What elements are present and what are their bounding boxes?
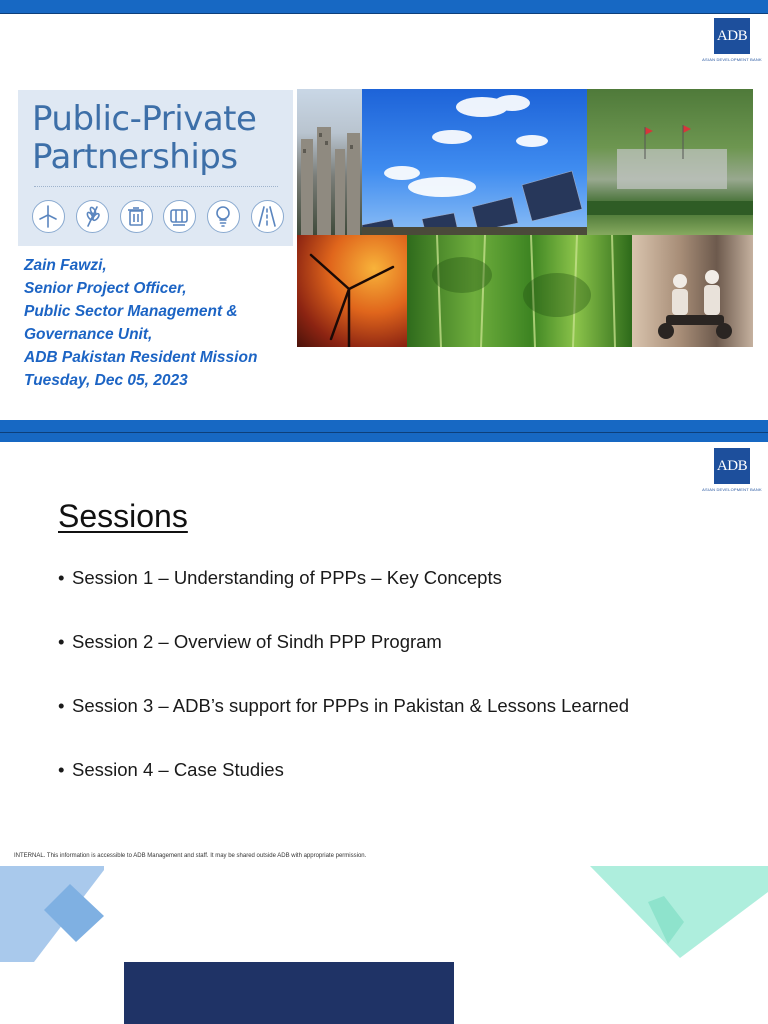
presenter-mission: ADB Pakistan Resident Mission (24, 349, 258, 366)
session-4-text: Session 4 – Case Studies (72, 759, 284, 780)
adb-logo-mark: ADB (714, 448, 750, 484)
road-icon (251, 200, 284, 233)
bullet: • (58, 759, 65, 780)
presenter-title: Senior Project Officer, (24, 280, 187, 297)
bullet: • (58, 567, 65, 588)
ppp-title-panel (18, 90, 293, 246)
adb-logo-mark: ADB (714, 18, 750, 54)
photo-city-gate (587, 89, 753, 235)
adb-logo (699, 18, 765, 62)
classification-note: INTERNAL. This information is accessible to ADB Management and staff. It may be shared outside ADB with appropriate permission. (14, 853, 367, 859)
rail-car-icon (163, 200, 196, 233)
photo-wind-turbine (297, 235, 407, 347)
presenter-unit-line2: Governance Unit, (24, 326, 153, 343)
top-accent-bar (0, 420, 768, 442)
photo-bamboo-forest (407, 235, 632, 347)
adb-logo (699, 448, 765, 492)
photo-collage (297, 89, 753, 347)
trash-bin-icon (120, 200, 153, 233)
navy-footer-band (124, 962, 454, 1024)
adb-logo-subtext: ASIAN DEVELOPMENT BANK (702, 57, 762, 62)
ppp-title-line2: Partnerships (32, 137, 238, 177)
list-item (58, 630, 629, 694)
session-2-text: Session 2 – Overview of Sindh PPP Program (72, 631, 442, 652)
session-list (58, 566, 629, 822)
list-item (58, 694, 629, 758)
presenter-unit-line1: Public Sector Management & (24, 303, 238, 320)
list-item (58, 758, 629, 822)
wind-turbine-icon (32, 200, 65, 233)
photo-solar-panels (362, 89, 587, 235)
wheat-icon (76, 200, 109, 233)
light-bulb-icon (207, 200, 240, 233)
sessions-slide (0, 420, 768, 1024)
adb-logo-subtext: ASIAN DEVELOPMENT BANK (702, 487, 762, 492)
presenter-name: Zain Fawzi, (24, 257, 107, 274)
photo-motorbike-riders (632, 235, 753, 347)
title-slide (0, 0, 768, 420)
session-1-text: Session 1 – Understanding of PPPs – Key Concepts (72, 567, 502, 588)
bullet: • (58, 695, 65, 716)
presentation-date: Tuesday, Dec 05, 2023 (24, 372, 188, 389)
top-accent-bar (0, 0, 768, 14)
ppp-divider (34, 186, 278, 187)
ppp-icon-row (32, 200, 284, 233)
presenter-info (24, 254, 294, 392)
teal-triangle-shape (590, 866, 768, 958)
ppp-title (32, 100, 256, 176)
ppp-title-line1: Public-Private (32, 99, 257, 139)
list-item (58, 566, 629, 630)
bullet: • (58, 631, 65, 652)
sessions-heading: Sessions (58, 498, 188, 534)
photo-city-buildings (297, 89, 362, 235)
session-3-text: Session 3 – ADB’s support for PPPs in Pakistan & Lessons Learned (72, 695, 630, 716)
